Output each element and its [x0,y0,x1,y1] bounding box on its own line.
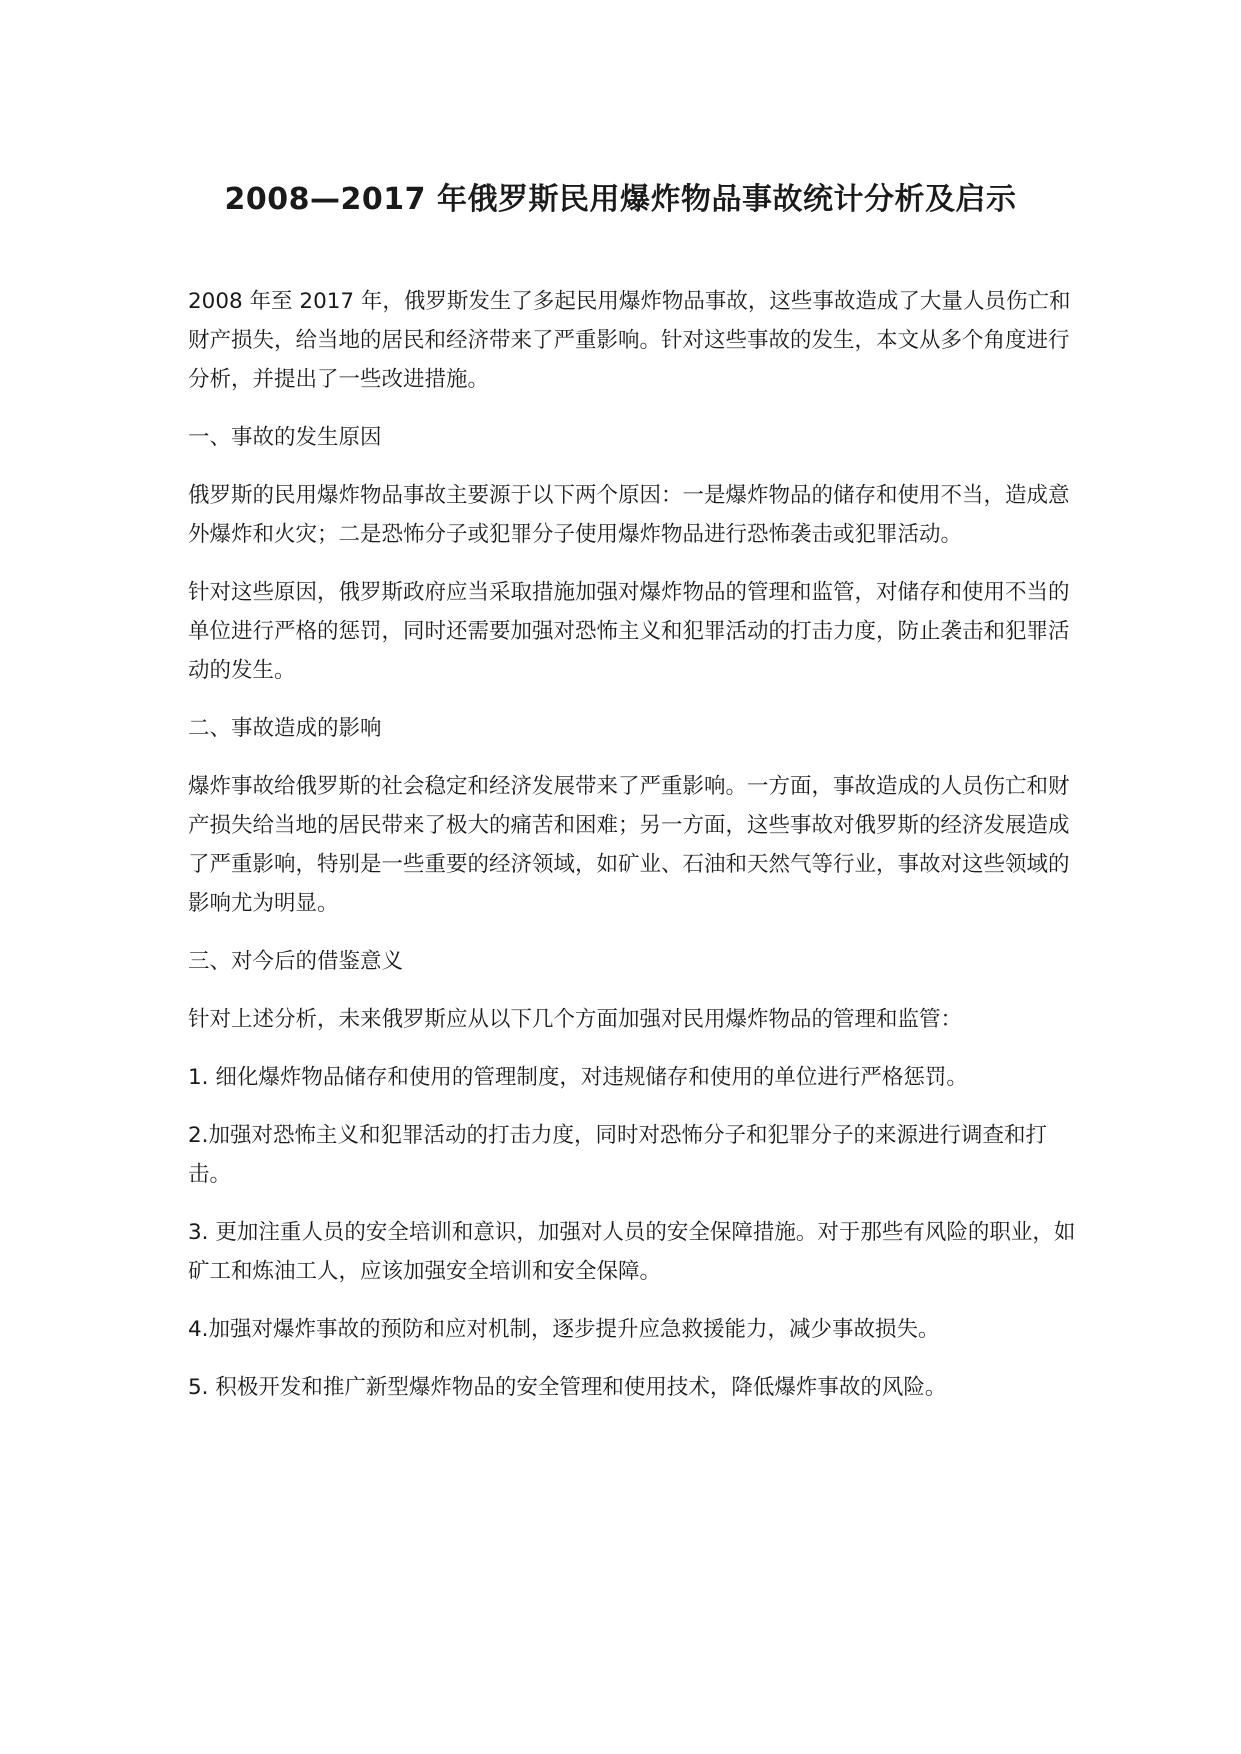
list-item: 1. 细化爆炸物品储存和使用的管理制度，对违规储存和使用的单位进行严格惩罚。 [188,1065,968,1090]
section-heading-causes: 一、事故的发生原因 [188,425,382,450]
document-title: 2008—2017 年俄罗斯民用爆炸物品事故统计分析及启示 [224,182,1017,217]
section-heading-lessons: 三、对今后的借鉴意义 [188,949,404,974]
causes-paragraph: 俄罗斯的民用爆炸物品事故主要源于以下两个原因：一是爆炸物品的储存和使用不当，造成意外爆炸和火灾；二是恐怖分子或犯罪分子使用爆炸物品进行恐怖袭击或犯罪活动。 [188,483,1070,547]
list-item: 4.加强对爆炸事故的预防和应对机制，逐步提升应急救援能力，减少事故损失。 [188,1317,940,1342]
impact-paragraph: 爆炸事故给俄罗斯的社会稳定和经济发展带来了严重影响。一方面，事故造成的人员伤亡和财产损失给当地的居民带来了极大的痛苦和困难；另一方面，这些事故对俄罗斯的经济发展造成了严重影响，特别是一些重要的经济领域，如矿业、石油和天然气等行业，事故对这些领域的影响尤为明显。 [188,774,1070,916]
lessons-intro-paragraph: 针对上述分析，未来俄罗斯应从以下几个方面加强对民用爆炸物品的管理和监管： [188,1007,963,1032]
document-body [188,282,1088,1426]
intro-paragraph: 2008 年至 2017 年，俄罗斯发生了多起民用爆炸物品事故，这些事故造成了大量人员伤亡和财产损失，给当地的居民和经济带来了严重影响。针对这些事故的发生，本文从多个角度进行分析，并提出了一些改进措施。 [188,289,1071,392]
section-heading-impact: 二、事故造成的影响 [188,716,382,741]
list-item: 3. 更加注重人员的安全培训和意识，加强对人员的安全保障措施。对于那些有风险的职业，如矿工和炼油工人，应该加强安全培训和安全保障。 [188,1220,1076,1284]
measures-paragraph: 针对这些原因，俄罗斯政府应当采取措施加强对爆炸物品的管理和监管，对储存和使用不当的单位进行严格的惩罚，同时还需要加强对恐怖主义和犯罪活动的打击力度，防止袭击和犯罪活动的发生。 [188,580,1070,683]
list-item: 5. 积极开发和推广新型爆炸物品的安全管理和使用技术，降低爆炸事故的风险。 [188,1375,947,1400]
list-item: 2.加强对恐怖主义和犯罪活动的打击力度，同时对恐怖分子和犯罪分子的来源进行调查和打击。 [188,1123,1048,1187]
